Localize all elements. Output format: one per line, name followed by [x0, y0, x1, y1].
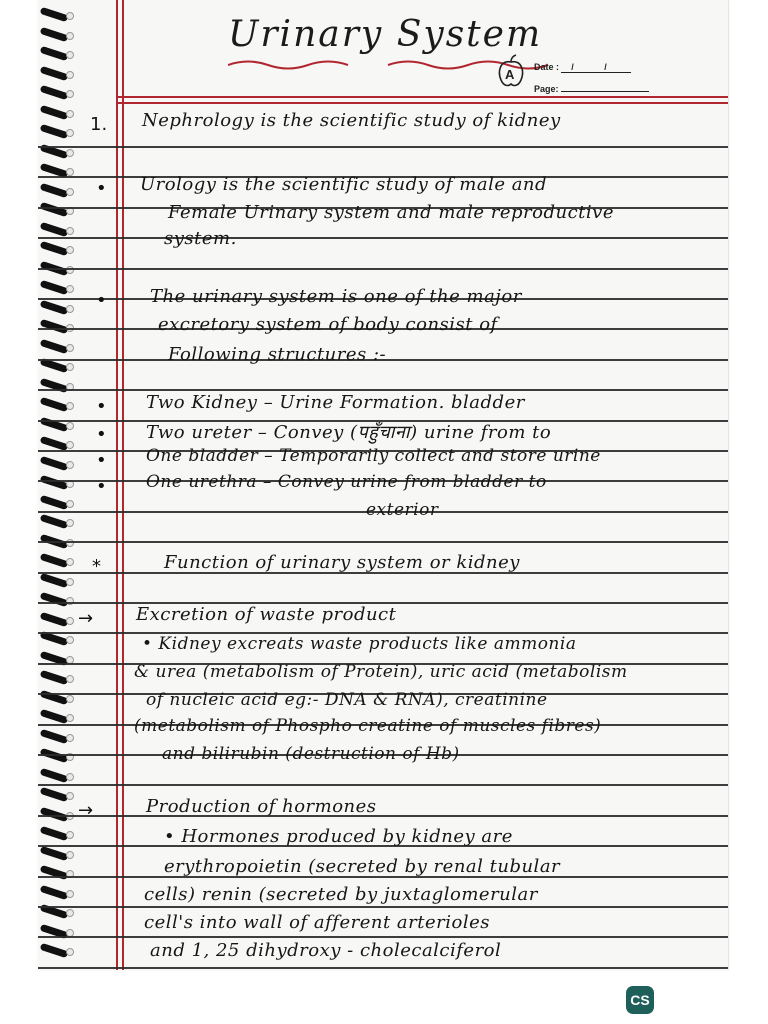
- note-line: Following structures :-: [168, 344, 387, 365]
- notebook-page: [38, 0, 729, 970]
- spiral-coil: [40, 613, 72, 627]
- note-line: Excretion of waste product: [136, 604, 397, 625]
- spiral-coil: [40, 320, 72, 334]
- page-title: Urinary System: [228, 14, 543, 55]
- note-line: One urethra – Convey urine from bladder to: [146, 472, 547, 492]
- spiral-coil: [40, 340, 72, 354]
- line-marker: •: [96, 424, 107, 445]
- line-marker: •: [96, 290, 107, 311]
- note-line: Two ureter – Convey (पहुँचाना) urine from to: [146, 422, 552, 443]
- header-rule-2: [116, 102, 728, 104]
- spiral-coil: [40, 554, 72, 568]
- line-marker: 1.: [90, 114, 108, 135]
- spiral-coil: [40, 574, 72, 588]
- spiral-coil: [40, 886, 72, 900]
- date-value: / /: [561, 62, 631, 73]
- spiral-coil: [40, 944, 72, 958]
- ruled-line: [38, 389, 728, 391]
- camscanner-badge: CS: [626, 986, 654, 1014]
- note-line: Urology is the scientific study of male and: [140, 174, 548, 195]
- note-line: & urea (metabolism of Protein), uric acid (metabolism: [134, 662, 628, 682]
- note-line: One bladder – Temporarily collect and store urine: [146, 446, 601, 466]
- note-line: cells) renin (secreted by juxtaglomerular: [144, 884, 538, 905]
- spiral-coil: [40, 457, 72, 471]
- spiral-coil: [40, 47, 72, 61]
- header-rule: [116, 96, 728, 98]
- note-line: cell's into wall of afferent arterioles: [144, 912, 490, 933]
- logo-letter: A: [505, 67, 515, 82]
- note-line: Nephrology is the scientific study of kidney: [142, 110, 561, 131]
- spiral-coil: [40, 67, 72, 81]
- spiral-coil: [40, 827, 72, 841]
- spiral-coil: [40, 86, 72, 100]
- ruled-line: [38, 784, 728, 786]
- note-line: Production of hormones: [146, 796, 377, 817]
- note-line: The urinary system is one of the major: [150, 286, 522, 307]
- spiral-coil: [40, 106, 72, 120]
- date-label: Date :: [534, 62, 560, 72]
- line-marker: →: [78, 800, 94, 821]
- note-line: Female Urinary system and male reproductive: [168, 202, 614, 223]
- spiral-coil: [40, 769, 72, 783]
- spiral-coil: [40, 28, 72, 42]
- spiral-coil: [40, 593, 72, 607]
- note-line: Two Kidney – Urine Formation. bladder: [146, 392, 525, 413]
- spiral-coil: [40, 184, 72, 198]
- spiral-coil: [40, 223, 72, 237]
- note-line: (metabolism of Phospho creatine of muscles fibres): [134, 716, 602, 736]
- note-line: excretory system of body consist of: [158, 314, 498, 335]
- note-line: and bilirubin (destruction of Hb): [162, 744, 460, 764]
- note-line: • Kidney excreats waste products like ammonia: [142, 634, 577, 654]
- spiral-coil: [40, 242, 72, 256]
- spiral-coil: [40, 749, 72, 763]
- ruled-line: [38, 237, 728, 239]
- spiral-coil: [40, 125, 72, 139]
- date-field: [534, 62, 631, 73]
- note-line: • Hormones produced by kidney are: [164, 826, 513, 847]
- spiral-coil: [40, 359, 72, 373]
- ruled-line: [38, 967, 728, 969]
- line-marker: →: [78, 608, 94, 629]
- spiral-coil: [40, 515, 72, 529]
- note-line: system.: [164, 228, 237, 249]
- spiral-coil: [40, 398, 72, 412]
- note-line: Function of urinary system or kidney: [164, 552, 520, 573]
- ruled-line: [38, 146, 728, 148]
- spiral-coil: [40, 301, 72, 315]
- spiral-coil: [40, 671, 72, 685]
- line-marker: •: [96, 450, 107, 471]
- ruled-line: [38, 815, 728, 817]
- spiral-coil: [40, 203, 72, 217]
- spiral-coil: [40, 496, 72, 510]
- line-marker: •: [96, 178, 107, 199]
- note-line: of nucleic acid eg:- DNA & RNA), creatinine: [146, 690, 548, 710]
- line-marker: •: [96, 396, 107, 417]
- spiral-coil: [40, 847, 72, 861]
- page-label: Page:: [534, 84, 559, 94]
- line-marker: *: [92, 556, 101, 577]
- spiral-coil: [40, 730, 72, 744]
- note-line: and 1, 25 dihydroxy - cholecalciferol: [150, 940, 502, 961]
- spiral-coil: [40, 476, 72, 490]
- ruled-line: [38, 268, 728, 270]
- spiral-coil: [40, 788, 72, 802]
- spiral-coil: [40, 8, 72, 22]
- ruled-line: [38, 906, 728, 908]
- note-line: exterior: [366, 500, 439, 520]
- spiral-coil: [40, 632, 72, 646]
- ruled-line: [38, 936, 728, 938]
- page-field: [534, 84, 649, 94]
- spiral-coil: [40, 437, 72, 451]
- apple-logo-icon: [493, 54, 529, 90]
- ruled-line: [38, 541, 728, 543]
- line-marker: •: [96, 476, 107, 497]
- spiral-coil: [40, 710, 72, 724]
- note-line: erythropoietin (secreted by renal tubular: [164, 856, 561, 877]
- spiral-coil: [40, 281, 72, 295]
